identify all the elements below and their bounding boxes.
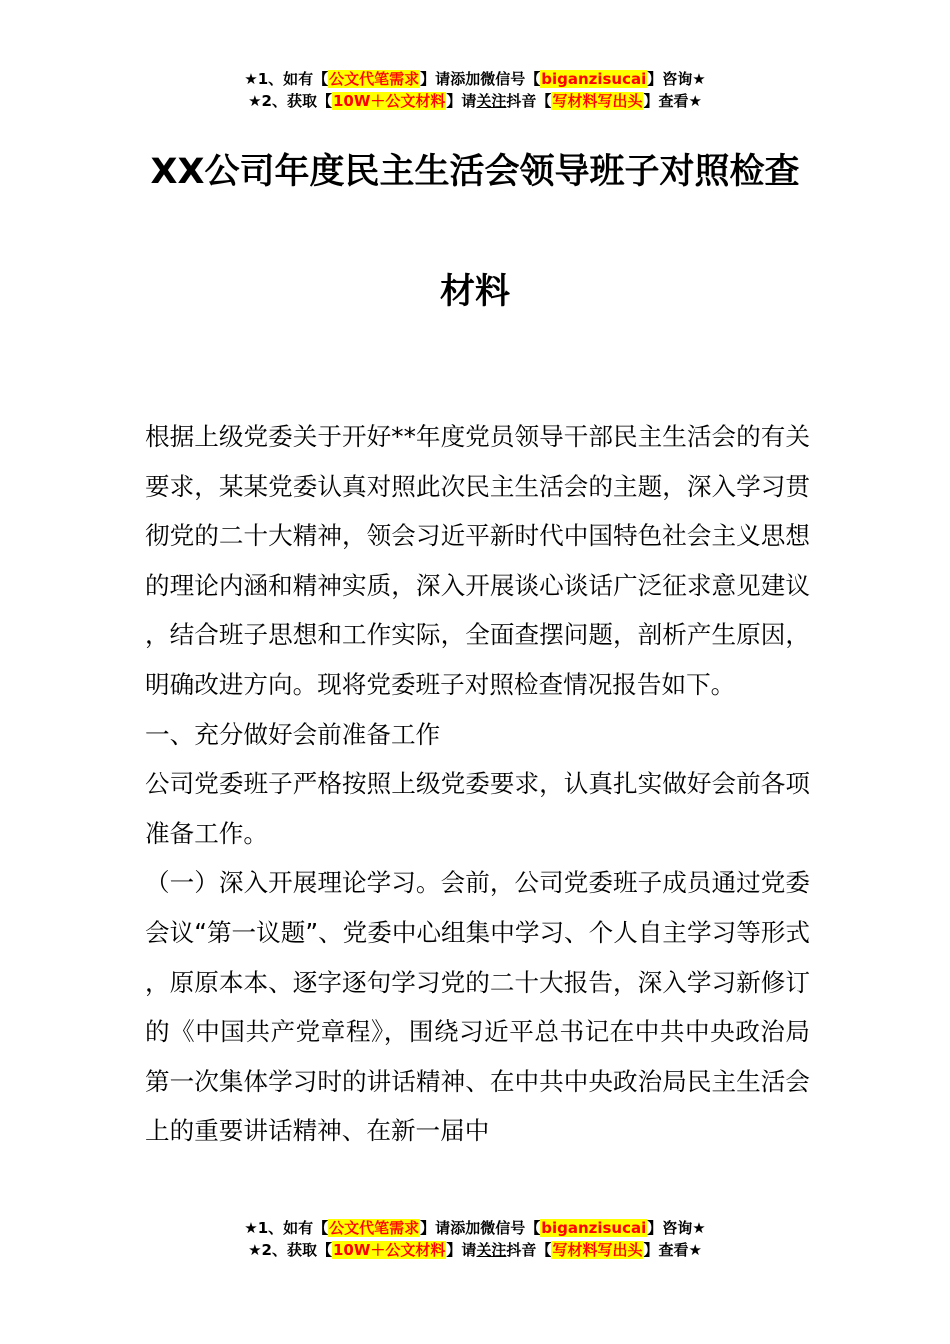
promo-highlight: 10W＋公文材料 (332, 92, 446, 110)
promo-highlight: 10W＋公文材料 (332, 1241, 446, 1259)
promo-text: 】请 (420, 1219, 451, 1237)
promo-text: 抖音【 (506, 92, 552, 110)
document-body (145, 412, 810, 1156)
promo-emphasis: 添加 (450, 70, 481, 88)
promo-text: 】咨询★ (647, 70, 706, 88)
promo-text: ★2、获取【 (248, 1241, 332, 1259)
promo-text: ★2、获取【 (248, 92, 332, 110)
promo-line-2 (0, 90, 950, 112)
promo-line-2 (0, 1239, 950, 1261)
promo-text: 】请 (420, 70, 451, 88)
document-title-line-1: XX公司年度民主生活会领导班子对照检查 (150, 152, 800, 192)
promo-line-1 (0, 1217, 950, 1239)
body-paragraph: 根据上级党委关于开好**年度党员领导干部民主生活会的有关要求，某某党委认真对照此次民主生活会的主题，深入学习贯彻党的二十大精神，领会习近平新时代中国特色社会主义思想的理论内涵和精神实质，深入开展谈心谈话广泛征求意见建议，结合班子思想和工作实际，全面查摆问题，剖析产生原因，明确改进方向。现将党委班子对照检查情况报告如下。 (145, 422, 810, 699)
promo-text: 】查看★ (643, 92, 702, 110)
promo-text: 微信号【 (480, 70, 541, 88)
promo-highlight-douyin: 写材料写出头 (552, 1241, 643, 1259)
promo-text: ★1、如有【 (244, 70, 329, 88)
promo-emphasis: 关注 (476, 1241, 507, 1259)
promo-highlight-douyin: 写材料写出头 (552, 92, 643, 110)
promo-highlight-wechat: biganzisucai (541, 70, 647, 88)
promo-highlight: 公文代笔需求 (329, 70, 420, 88)
promo-text: 】请 (446, 92, 477, 110)
promo-banner-bottom (0, 1217, 950, 1261)
promo-emphasis: 添加 (450, 1219, 481, 1237)
promo-highlight: 公文代笔需求 (329, 1219, 420, 1237)
promo-text: 】咨询★ (647, 1219, 706, 1237)
section-heading: 一、充分做好会前准备工作 (145, 719, 441, 749)
promo-highlight-wechat: biganzisucai (541, 1219, 647, 1237)
promo-text: 抖音【 (506, 1241, 552, 1259)
promo-line-1 (0, 68, 950, 90)
body-paragraph: （一）深入开展理论学习。会前，公司党委班子成员通过党委会议“第一议题”、党委中心组集中学习、个人自主学习等形式，原原本本、逐字逐句学习党的二十大报告，深入学习新修订的《中国共产党章程》，围绕习近平总书记在中共中央政治局第一次集体学习时的讲话精神、在中共中央政治局民主生活会上的重要讲话精神、在新一届中 (145, 868, 810, 1146)
document-title-line-2: 材料 (439, 272, 510, 312)
body-paragraph: 公司党委班子严格按照上级党委要求，认真扎实做好会前各项准备工作。 (145, 769, 810, 848)
promo-text: 微信号【 (480, 1219, 541, 1237)
promo-banner-top (0, 68, 950, 112)
promo-emphasis: 关注 (476, 92, 507, 110)
promo-text: 】请 (446, 1241, 477, 1259)
promo-text: 】查看★ (643, 1241, 702, 1259)
promo-text: ★1、如有【 (244, 1219, 329, 1237)
